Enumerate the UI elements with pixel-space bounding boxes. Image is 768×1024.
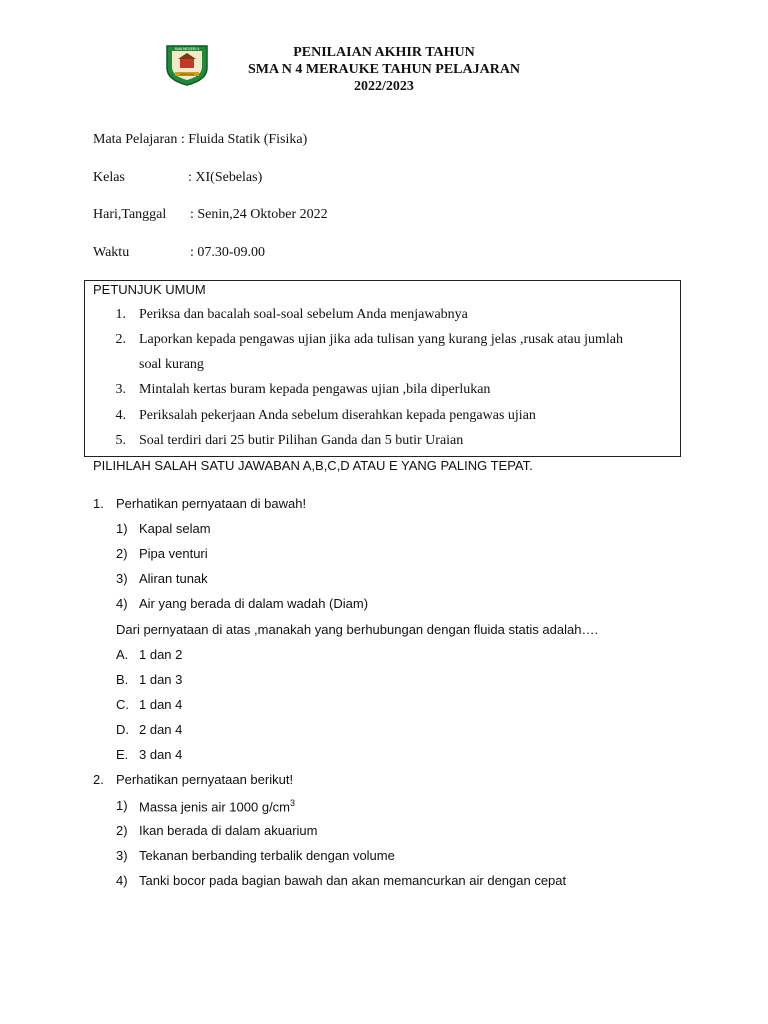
question-text: Perhatikan pernyataan di bawah! xyxy=(116,496,307,511)
statement-text: Kapal selam xyxy=(139,521,211,536)
class-value: : XI(Sebelas) xyxy=(188,170,263,185)
statement-number: 2) xyxy=(116,546,128,561)
option-letter: B. xyxy=(116,672,129,687)
instruction-item: Laporkan kepada pengawas ujian jika ada tulisan yang kurang jelas ,rusak atau jumlah xyxy=(139,332,623,347)
subject-value: : Fluida Statik (Fisika) xyxy=(180,132,308,147)
instruction-number: 5. xyxy=(115,433,126,448)
statement-text: Pipa venturi xyxy=(139,546,208,561)
instruction-item: Soal terdiri dari 25 butir Pilihan Ganda dan 5 butir Uraian xyxy=(139,433,464,448)
statement-number: 1) xyxy=(116,521,128,536)
statement-number: 3) xyxy=(116,848,128,863)
exam-title: PENILAIAN AKHIR TAHUN xyxy=(293,45,475,60)
instruction-number: 1. xyxy=(115,307,126,322)
statement-number: 2) xyxy=(116,823,128,838)
option-letter: D. xyxy=(116,722,129,737)
section-heading: PILIHLAH SALAH SATU JAWABAN A,B,C,D ATAU E YANG PALING TEPAT. xyxy=(93,458,533,473)
option-text: 1 dan 2 xyxy=(139,647,183,662)
question-text: Perhatikan pernyataan berikut! xyxy=(116,772,294,787)
statement-text: Tanki bocor pada bagian bawah dan akan memancurkan air dengan cepat xyxy=(139,873,567,888)
instruction-item: Periksa dan bacalah soal-soal sebelum Anda menjawabnya xyxy=(139,307,468,322)
instruction-item-continuation: soal kurang xyxy=(139,357,204,372)
statement-number: 4) xyxy=(116,596,128,611)
instruction-item: Mintalah kertas buram kepada pengawas ujian ,bila diperlukan xyxy=(139,382,491,397)
option-text: 1 dan 4 xyxy=(139,697,183,712)
statement-text: Massa jenis air 1000 $g/cm^3$ xyxy=(139,798,296,815)
statement-text: Air yang berada di dalam wadah (Diam) xyxy=(139,596,369,611)
class-label: Kelas xyxy=(93,170,125,185)
question-prompt: Dari pernyataan di atas ,manakah yang berhubungan dengan fluida statis adalah…. xyxy=(116,622,599,637)
statement-text: Ikan berada di dalam akuarium xyxy=(139,823,318,838)
statement-text: Tekanan berbanding terbalik dengan volume xyxy=(139,848,395,863)
school-title: SMA N 4 MERAUKE TAHUN PELAJARAN xyxy=(247,62,521,77)
subject-label: Mata Pelajaran : Fluida Statik (Fisika) xyxy=(93,132,308,147)
question-number: 2. xyxy=(93,772,104,787)
option-letter: E. xyxy=(116,747,129,762)
option-letter: A. xyxy=(116,647,129,662)
statement-number: 4) xyxy=(116,873,128,888)
option-text: 3 dan 4 xyxy=(139,747,183,762)
instructions-title: PETUNJUK UMUM xyxy=(93,282,206,297)
statement-number: 1) xyxy=(116,798,128,813)
option-text: 1 dan 3 xyxy=(139,672,183,687)
academic-year: 2022/2023 xyxy=(354,79,414,94)
date-label: Hari,Tanggal xyxy=(93,207,167,222)
option-text: 2 dan 4 xyxy=(139,722,183,737)
svg-text:MERAUKE: MERAUKE xyxy=(179,72,195,77)
instruction-item: Periksalah pekerjaan Anda sebelum diserahkan kepada pengawas ujian xyxy=(139,408,536,423)
date-value: : Senin,24 Oktober 2022 xyxy=(190,207,328,222)
time-value: : 07.30-09.00 xyxy=(190,245,266,260)
svg-text:SMA NEGERI 4: SMA NEGERI 4 xyxy=(174,47,200,51)
statement-number: 3) xyxy=(116,571,128,586)
instruction-number: 4. xyxy=(115,408,126,423)
instruction-number: 2. xyxy=(115,332,126,347)
question-number: 1. xyxy=(93,496,104,511)
statement-text: Aliran tunak xyxy=(139,571,208,586)
option-letter: C. xyxy=(116,697,129,712)
instruction-number: 3. xyxy=(115,382,126,397)
time-label: Waktu xyxy=(93,245,130,260)
